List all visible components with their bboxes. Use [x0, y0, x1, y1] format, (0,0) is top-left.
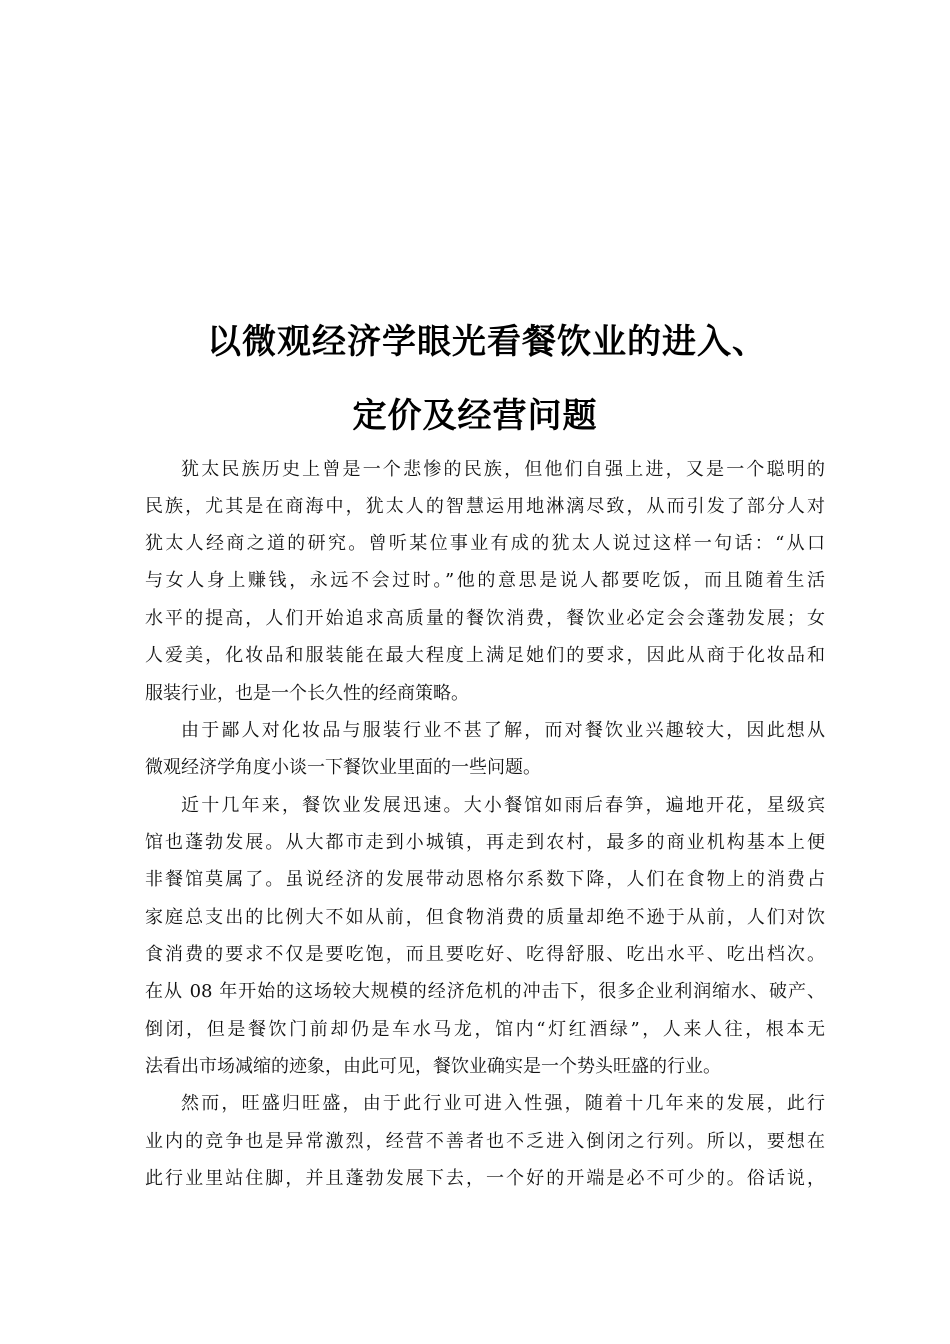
paragraph-line: 由于鄙人对化妆品与服装行业不甚了解，而对餐饮业兴趣较大，因此想从 [181, 720, 825, 741]
paragraph-line: 犹太人经商之道的研究。曾听某位事业有成的犹太人说过这样一句话：“从口 [145, 533, 825, 554]
paragraph-line: 水平的提高，人们开始追求高质量的餐饮消费，餐饮业必定会会蓬勃发展；女 [145, 608, 825, 629]
paragraph-line: 倒闭，但是餐饮门前却仍是车水马龙，馆内“灯红酒绿”，人来人往，根本无 [145, 1019, 825, 1040]
paragraph-line: 非餐馆莫属了。虽说经济的发展带动恩格尔系数下降，人们在食物上的消费占 [145, 869, 825, 890]
paragraph-line: 微观经济学角度小谈一下餐饮业里面的一些问题。 [145, 757, 541, 778]
paragraph-line: 服装行业，也是一个长久性的经商策略。 [145, 683, 469, 704]
paragraph-line: 然而，旺盛归旺盛，由于此行业可进入性强，随着十几年来的发展，此行 [181, 1093, 825, 1114]
paragraph-line: 在从 08 年开始的这场较大规模的经济危机的冲击下，很多企业利润缩水、破产、 [145, 981, 825, 1002]
paragraph-line: 近十几年来，餐饮业发展迅速。大小餐馆如雨后春笋，遍地开花，星级宾 [181, 795, 825, 816]
paragraph-line: 人爱美，化妆品和服装能在最大程度上满足她们的要求，因此从商于化妆品和 [145, 645, 825, 666]
paragraph-line: 与女人身上赚钱，永远不会过时。”他的意思是说人都要吃饭，而且随着生活 [145, 570, 825, 591]
paragraph-line: 法看出市场减缩的迹象，由此可见，餐饮业确实是一个势头旺盛的行业。 [145, 1056, 721, 1077]
paragraph-line: 犹太民族历史上曾是一个悲惨的民族，但他们自强上进，又是一个聪明的 [181, 459, 825, 480]
paragraph-line: 食消费的要求不仅是要吃饱，而且要吃好、吃得舒服、吃出水平、吃出档次。 [145, 944, 825, 965]
document-title-line-1: 以微观经济学眼光看餐饮业的进入、 [207, 322, 767, 362]
paragraph-line: 业内的竞争也是异常激烈，经营不善者也不乏进入倒闭之行列。所以，要想在 [145, 1131, 825, 1152]
paragraph-line: 家庭总支出的比例大不如从前，但食物消费的质量却绝不逊于从前，人们对饮 [145, 907, 825, 928]
document-title-line-2: 定价及经营问题 [352, 396, 598, 436]
paragraph-line: 此行业里站住脚，并且蓬勃发展下去，一个好的开端是必不可少的。俗话说， [145, 1168, 825, 1189]
paragraph-line: 民族，尤其是在商海中，犹太人的智慧运用地淋漓尽致，从而引发了部分人对 [145, 496, 825, 517]
paragraph-line: 馆也蓬勃发展。从大都市走到小城镇，再走到农村，最多的商业机构基本上便 [145, 832, 825, 853]
